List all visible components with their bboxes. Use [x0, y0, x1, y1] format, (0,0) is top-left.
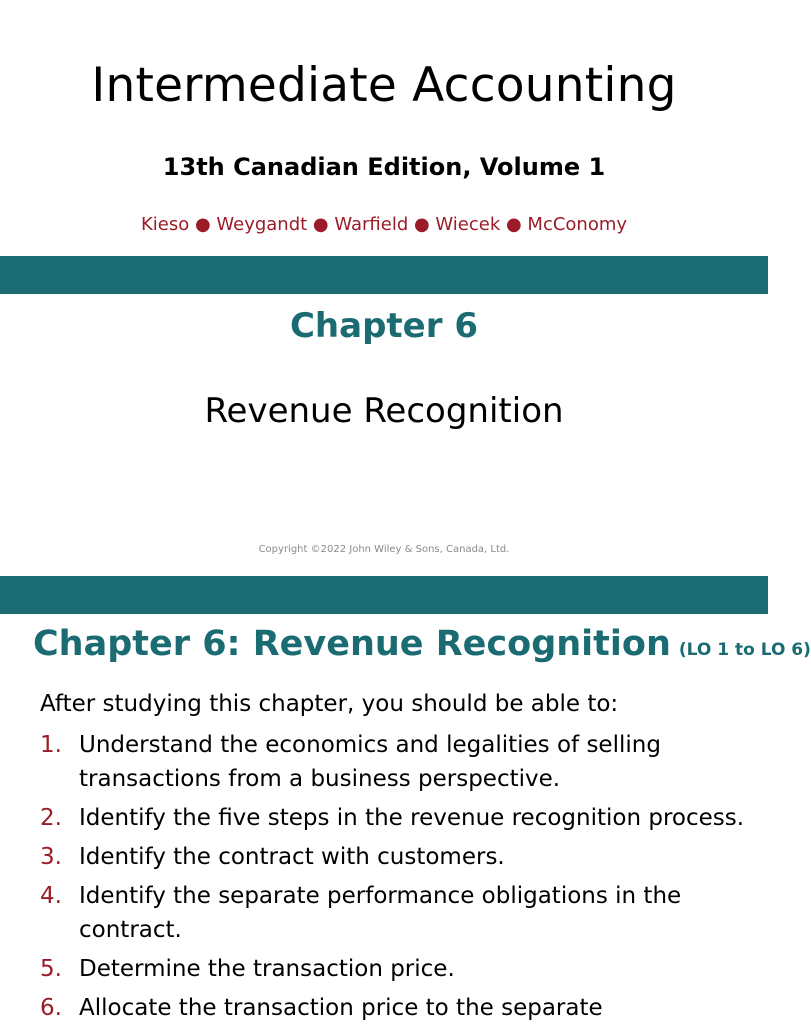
objective-text: Understand the economics and legalities of selling transactions from a business perspective.	[79, 732, 661, 792]
objective-number: 6.	[40, 995, 62, 1021]
objective-item	[40, 840, 745, 874]
objective-text: Allocate the transaction price to the separate	[79, 995, 603, 1021]
objective-number: 2.	[40, 805, 62, 831]
objectives-list	[40, 728, 745, 1030]
author-list: Kieso ● Weygandt ● Warfield ● Wiecek ● McConomy	[140, 214, 628, 235]
chapter-number: Chapter 6	[289, 306, 478, 346]
objective-text: Identify the five steps in the revenue recognition process.	[79, 805, 745, 831]
objective-text: Identify the separate performance obligations in the contract.	[79, 883, 682, 943]
objectives-intro: After studying this chapter, you should be able to:	[40, 691, 619, 717]
teal-divider-band	[0, 576, 768, 614]
objective-item	[40, 879, 745, 947]
objective-item	[40, 728, 745, 796]
teal-divider-band	[0, 256, 768, 294]
objective-number: 3.	[40, 844, 62, 870]
objective-number: 1.	[40, 732, 62, 758]
objective-item	[40, 991, 745, 1025]
objective-text: Identify the contract with customers.	[79, 844, 505, 870]
objective-item	[40, 952, 745, 986]
title-slide	[0, 0, 768, 256]
objective-number: 4.	[40, 883, 62, 909]
edition-label: 13th Canadian Edition, Volume 1	[162, 153, 606, 181]
chapter-title: Revenue Recognition	[204, 391, 564, 431]
objective-text: Determine the transaction price.	[79, 956, 455, 982]
objective-number: 5.	[40, 956, 62, 982]
objective-item	[40, 801, 745, 835]
copyright-notice: Copyright ©2022 John Wiley & Sons, Canada, Ltd.	[258, 544, 510, 555]
book-title: Intermediate Accounting	[91, 58, 677, 113]
objectives-heading	[33, 616, 811, 678]
learning-objective-range: (LO 1 to LO 6)	[678, 640, 811, 660]
objectives-heading-text: Chapter 6: Revenue Recognition	[33, 624, 671, 664]
